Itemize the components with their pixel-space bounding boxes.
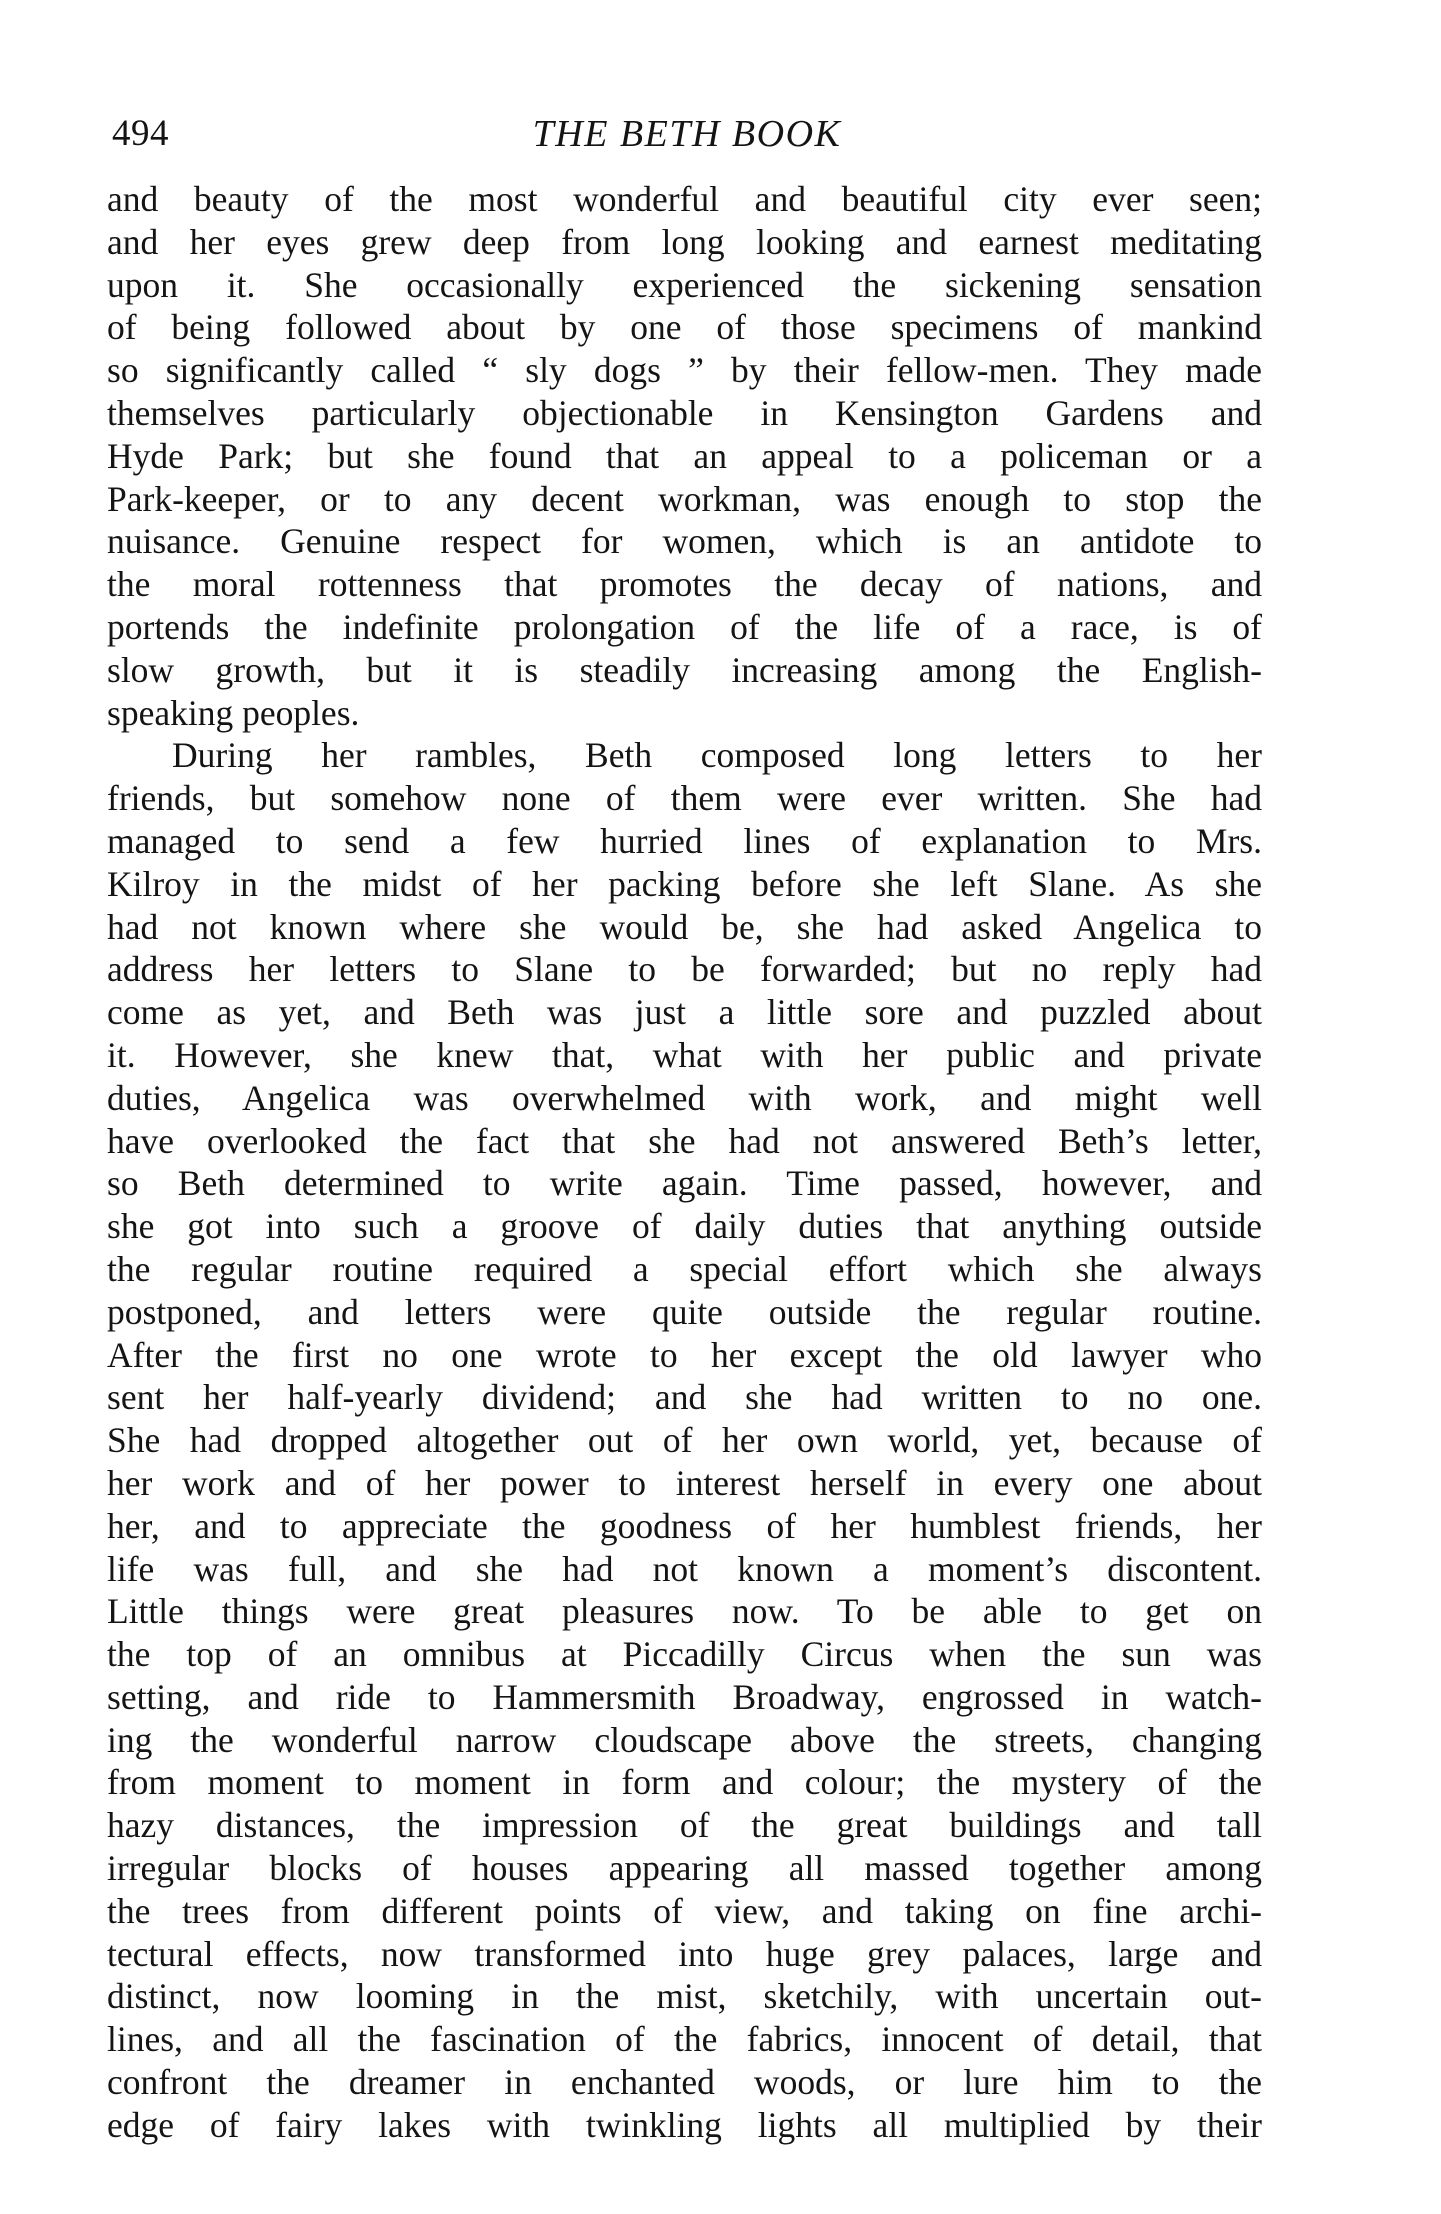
text-line: it. However, she knew that, what with her public and private: [107, 1034, 1262, 1075]
text-line: friends, but somehow none of them were ever written. She had: [107, 778, 1262, 819]
running-head: THE BETH BOOK: [532, 113, 842, 155]
text-line: so Beth determined to write again. Time passed, however, and: [107, 1163, 1262, 1204]
text-line: the regular routine required a special effort which she always: [107, 1248, 1262, 1289]
text-line: speaking peoples.: [107, 692, 360, 733]
text-line: setting, and ride to Hammersmith Broadway, engrossed in watch-: [107, 1676, 1262, 1717]
text-line: portends the indefinite prolongation of the life of a race, is of: [107, 606, 1262, 647]
text-line: Little things were great pleasures now. To be able to get on: [107, 1591, 1262, 1632]
text-line: Park-keeper, or to any decent workman, was enough to stop the: [107, 478, 1262, 519]
text-line: irregular blocks of houses appearing all massed together among: [107, 1848, 1262, 1889]
text-line: of being followed about by one of those specimens of mankind: [107, 307, 1262, 348]
text-line: she got into such a groove of daily duties that anything outside: [107, 1206, 1262, 1247]
text-line: ing the wonderful narrow cloudscape above the streets, changing: [107, 1719, 1262, 1760]
text-line: Kilroy in the midst of her packing before she left Slane. As she: [107, 863, 1262, 904]
page-header: [112, 104, 1262, 164]
text-line: distinct, now looming in the mist, sketchily, with uncertain out-: [107, 1976, 1262, 2017]
text-line: edge of fairy lakes with twinkling lights all multiplied by their: [107, 2104, 1262, 2145]
text-line: and her eyes grew deep from long looking and earnest meditating: [107, 221, 1262, 262]
text-line: lines, and all the fascination of the fabrics, innocent of detail, that: [107, 2019, 1262, 2060]
text-line: the top of an omnibus at Piccadilly Circus when the sun was: [107, 1634, 1262, 1675]
text-line: her, and to appreciate the goodness of her humblest friends, her: [107, 1505, 1262, 1546]
text-line: sent her half-yearly dividend; and she had written to no one.: [107, 1377, 1262, 1418]
text-line: address her letters to Slane to be forwarded; but no reply had: [107, 949, 1262, 990]
text-line: upon it. She occasionally experienced the sickening sensation: [107, 264, 1262, 305]
text-line: managed to send a few hurried lines of explanation to Mrs.: [107, 820, 1262, 861]
text-line: slow growth, but it is steadily increasing among the English-: [107, 649, 1262, 690]
paragraph-1: [107, 178, 1262, 734]
text-line: her work and of her power to interest herself in every one about: [107, 1462, 1262, 1503]
paragraph-2: [107, 734, 1262, 2146]
text-line: postponed, and letters were quite outside the regular routine.: [107, 1291, 1262, 1332]
text-line: so significantly called “ sly dogs ” by their fellow-men. They made: [107, 350, 1262, 391]
text-line: duties, Angelica was overwhelmed with work, and might well: [107, 1077, 1262, 1118]
text-line: had not known where she would be, she had asked Angelica to: [107, 906, 1262, 947]
text-line: and beauty of the most wonderful and beautiful city ever seen;: [107, 179, 1262, 219]
text-line: During her rambles, Beth composed long letters to her: [172, 735, 1262, 776]
text-line: themselves particularly objectionable in Kensington Gardens and: [107, 392, 1262, 433]
text-line: the trees from different points of view, and taking on fine archi-: [107, 1890, 1262, 1931]
text-line: confront the dreamer in enchanted woods, or lure him to the: [107, 2062, 1262, 2103]
body-text: [107, 178, 1262, 2147]
page-number: 494: [112, 113, 169, 154]
text-line: have overlooked the fact that she had not answered Beth’s letter,: [107, 1120, 1262, 1161]
text-line: Hyde Park; but she found that an appeal to a policeman or a: [107, 435, 1262, 476]
text-line: the moral rottenness that promotes the decay of nations, and: [107, 564, 1262, 605]
text-line: come as yet, and Beth was just a little sore and puzzled about: [107, 992, 1262, 1033]
text-line: from moment to moment in form and colour; the mystery of the: [107, 1762, 1262, 1803]
text-line: After the first no one wrote to her except the old lawyer who: [107, 1334, 1262, 1375]
text-line: She had dropped altogether out of her own world, yet, because of: [107, 1420, 1262, 1461]
text-line: life was full, and she had not known a moment’s discontent.: [107, 1548, 1262, 1589]
text-line: nuisance. Genuine respect for women, which is an antidote to: [107, 521, 1262, 562]
text-line: hazy distances, the impression of the great buildings and tall: [107, 1805, 1262, 1846]
text-line: tectural effects, now transformed into huge grey palaces, large and: [107, 1933, 1262, 1974]
